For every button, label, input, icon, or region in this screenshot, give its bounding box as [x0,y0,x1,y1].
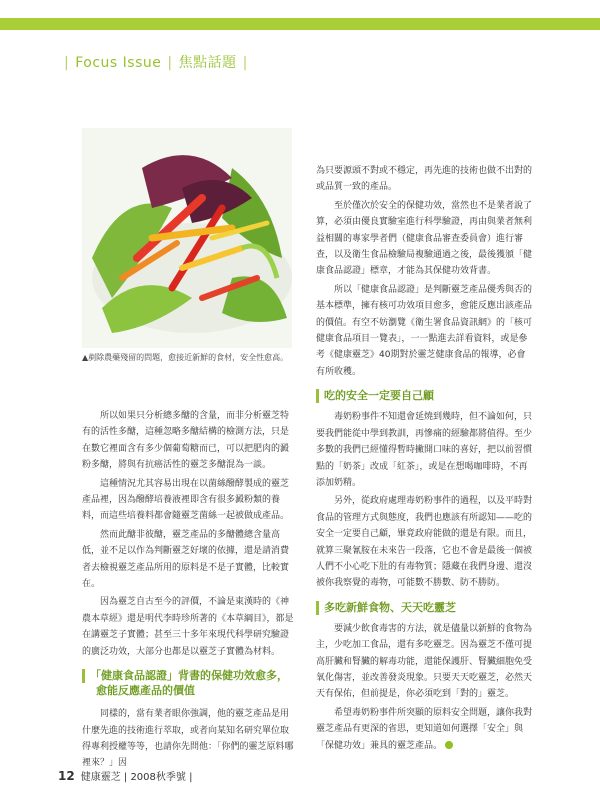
body-paragraph: 這種情況尤其容易出現在以菌絲醱酵製成的靈芝產品裡，因為醱酵培養液裡即含有很多澱粉類的養料，而這些培養料都會隨靈芝菌絲一起被做成產品。 [82,478,290,522]
body-paragraph [316,705,532,754]
body-paragraph: 同樣的，當有業者眼你強調，他的靈芝產品是用什麼先進的技術進行萃取，或者向某知名研究單位取得專利授權等等，也請你先問他：「你們的靈芝原料哪裡來？」因 [82,709,294,769]
salad-photo [82,128,292,348]
top-accent-bar [0,0,600,30]
body-paragraph: 為只要源頭不對或不穩定，再先進的技術也做不出對的或品質一致的產品。 [316,166,533,193]
salad-illustration [82,128,292,348]
section-heading-health-certification [82,668,296,700]
end-mark-icon [445,741,453,749]
page-footer: 12 健康靈芝 | 2008秋季號 | [58,769,193,783]
body-paragraph: 至於僅次於安全的保健功效，當然也不是業者說了算，必須由優良實驗室進行科學驗證，再由與業者無利益相關的專家學者們（健康食品審查委員會）進行審查，以及衛生食品檢驗局複驗通過之後，最後獲頒「健康食品認證」標章，才能為其保健功效背書。 [316,200,533,277]
closing-text: 希望毒奶粉事件所突顯的原料安全問題，讓你我對靈芝產品有更深的省思，更知道如何選擇「安全」與「保健功效」兼具的靈芝產品。 [316,707,533,751]
right-column [316,163,532,756]
body-paragraph: 要減少飲食毒害的方法，就是儘量以新鮮的食物為主，少吃加工食品，還有多吃靈芝。因為靈芝不僅可提高肝臟和腎臟的解毒功能，還能保護肝、腎臟細胞免受氧化傷害，並改善發炎現象。只要天天吃靈芝，必然天天有保佑，但前提是，你必須吃到「對的」靈芝。 [316,623,533,700]
body-paragraph: 所以「健康食品認證」是判斷靈芝產品優秀與否的基本標準，擁有核可功效項目愈多，愈能反應出該產品的價值。有空不妨瀏覽《衛生署食品資訊網》的「核可健康食品項目一覽表」，一一點進去詳看資料，或是參考《健康靈芝》40期對於靈芝健康食品的報導，必會有所收穫。 [316,284,533,377]
body-paragraph: 另外，從政府處理毒奶粉事件的過程，以及平時對食品的管理方式與態度，我們也應該有所認知——吃的安全一定要自己顧，畢竟政府能做的還是有限。而且，就算三聚氰胺在未來告一段落，它也不會是最後一個被人們不小心吃下肚的有毒物質；隱藏在我們身邊、還沒被你我察覺的毒物，可能數不勝數、防不勝防。 [316,496,533,589]
body-paragraph: 因為靈芝自古至今的評價，不論是東漢時的《神農本草經》還是明代李時珍所著的《本草綱目》，都是在講靈芝子實體；甚至三十多年來現代科學研究驗證的廣泛功效，大部分也都是以靈芝子實體為材料。 [82,597,294,657]
photo-caption: ▲剷除農藥殘留的問題，愈接近新鮮的食材，安全性愈高。 [82,353,289,362]
section-header-zh: 焦點話題 [178,55,237,71]
section-heading-line: 「健康食品認證」背書的保健功效愈多， [90,669,288,683]
section-header: | Focus Issue | 焦點話題 | [64,55,248,71]
section-header-en: Focus Issue [75,55,162,71]
section-heading-food-safety: 吃的安全一定要自己顧 [316,388,532,403]
body-paragraph: 所以如果只分析總多醣的含量，而非分析靈芝特有的活性多醣，這種忽略多醣結構的檢測方法，只是在數它裡面含有多少個葡萄糖而已，可以把肥肉的澱粉多醣，將與有抗癌活性的靈芝多醣混為一談。 [82,411,290,471]
section-heading-line: 愈能反應產品的價值 [96,684,195,698]
issue-label: 2008秋季號 [130,772,186,783]
magazine-name: 健康靈芝 [80,772,121,783]
page-number: 12 [58,769,75,783]
section-heading-fresh-food: 多吃新鮮食物、天天吃靈芝 [316,600,532,615]
body-paragraph: 然而此醣非彼醣，靈芝產品的多醣體總含量高低，並不足以作為判斷靈芝好壞的依據，還是請消費者去檢視靈芝產品所用的原料是不是子實體，比較實在。 [82,529,290,590]
left-column [82,408,296,774]
body-paragraph: 毒奶粉事件不知還會延燒到幾時，但不論如何，只要我們能從中學到教訓，再慘痛的經驗都將值得。至少多數的我們已經懂得暫時撇開口味的喜好，把以前習慣點的「奶茶」改成「紅茶」，或是在想喝咖啡時，不再添加奶精。 [316,412,533,488]
